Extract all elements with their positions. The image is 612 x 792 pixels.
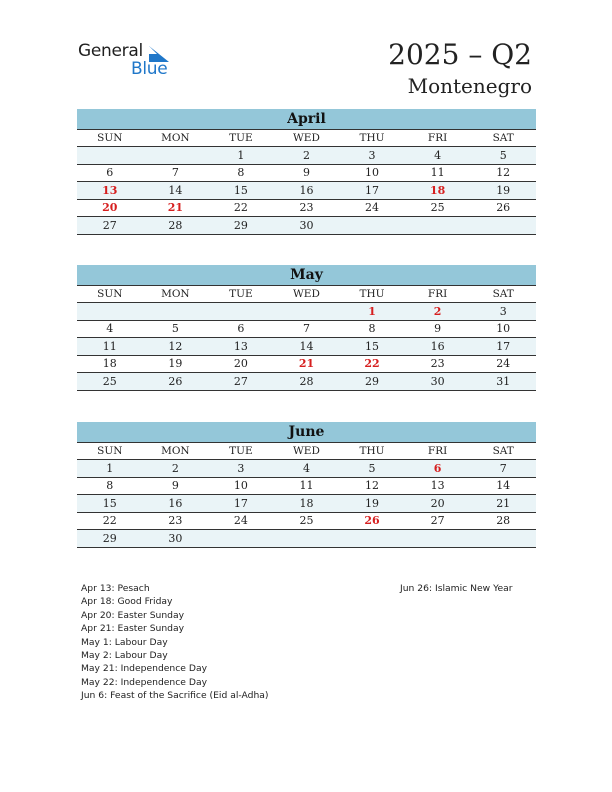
day-cell: 22 [77, 512, 143, 530]
day-cell: 29 [77, 530, 143, 548]
week-row [77, 512, 536, 530]
weekday-label: SAT [470, 286, 536, 303]
holiday-day-cell: 1 [339, 303, 405, 321]
holiday-day-cell: 6 [405, 460, 471, 478]
page-title: 2025 – Q2 [388, 38, 532, 71]
day-cell: 7 [143, 164, 209, 182]
day-cell: 8 [208, 164, 274, 182]
weekday-header-row [77, 286, 536, 303]
holiday-entry: May 1: Labour Day [81, 636, 168, 648]
week-row [77, 164, 536, 182]
day-cell [470, 530, 536, 548]
day-cell [274, 303, 340, 321]
day-cell: 16 [405, 338, 471, 356]
weekday-label: SAT [470, 130, 536, 147]
day-cell: 4 [77, 320, 143, 338]
day-cell [77, 147, 143, 165]
day-cell: 3 [339, 147, 405, 165]
week-row [77, 495, 536, 513]
weekday-label: THU [339, 130, 405, 147]
day-cell: 13 [405, 477, 471, 495]
day-cell: 9 [143, 477, 209, 495]
month-grid [77, 130, 536, 235]
day-cell: 22 [208, 199, 274, 217]
day-cell: 7 [470, 460, 536, 478]
weekday-label: SAT [470, 443, 536, 460]
holiday-day-cell: 21 [274, 355, 340, 373]
day-cell: 19 [143, 355, 209, 373]
month-calendar-june [77, 422, 536, 548]
holiday-entry: Jun 26: Islamic New Year [400, 583, 513, 594]
holiday-day-cell: 26 [339, 512, 405, 530]
day-cell: 10 [208, 477, 274, 495]
day-cell: 1 [77, 460, 143, 478]
day-cell: 15 [77, 495, 143, 513]
day-cell: 6 [77, 164, 143, 182]
week-row [77, 460, 536, 478]
weekday-label: MON [143, 130, 209, 147]
day-cell: 4 [274, 460, 340, 478]
holiday-day-cell: 13 [77, 182, 143, 200]
day-cell: 16 [274, 182, 340, 200]
day-cell: 3 [208, 460, 274, 478]
holiday-day-cell: 21 [143, 199, 209, 217]
day-cell: 25 [77, 373, 143, 391]
day-cell: 30 [405, 373, 471, 391]
week-row [77, 355, 536, 373]
day-cell: 27 [405, 512, 471, 530]
day-cell: 21 [470, 495, 536, 513]
day-cell: 3 [470, 303, 536, 321]
weekday-header-row [77, 130, 536, 147]
week-row [77, 303, 536, 321]
week-row [77, 338, 536, 356]
day-cell: 2 [274, 147, 340, 165]
day-cell: 14 [274, 338, 340, 356]
week-row [77, 199, 536, 217]
day-cell: 4 [405, 147, 471, 165]
holiday-list [81, 582, 269, 703]
day-cell [470, 217, 536, 235]
day-cell: 5 [143, 320, 209, 338]
day-cell: 8 [339, 320, 405, 338]
holiday-entry: Apr 20: Easter Sunday [81, 609, 185, 621]
month-name: April [77, 109, 536, 130]
holiday-entry: May 21: Independence Day [81, 663, 208, 675]
day-cell: 2 [143, 460, 209, 478]
day-cell: 19 [470, 182, 536, 200]
logo-word-general: General [78, 41, 143, 61]
day-cell: 31 [470, 373, 536, 391]
day-cell: 27 [208, 373, 274, 391]
day-cell: 24 [339, 199, 405, 217]
day-cell [405, 530, 471, 548]
day-cell: 10 [339, 164, 405, 182]
weekday-label: TUE [208, 130, 274, 147]
day-cell: 30 [274, 217, 340, 235]
day-cell: 27 [77, 217, 143, 235]
day-cell [339, 530, 405, 548]
day-cell: 15 [339, 338, 405, 356]
day-cell: 5 [470, 147, 536, 165]
day-cell: 15 [208, 182, 274, 200]
day-cell: 24 [470, 355, 536, 373]
day-cell: 9 [274, 164, 340, 182]
month-grid [77, 286, 536, 391]
day-cell: 9 [405, 320, 471, 338]
weekday-label: WED [274, 286, 340, 303]
day-cell: 29 [339, 373, 405, 391]
weekday-label: THU [339, 443, 405, 460]
day-cell: 20 [405, 495, 471, 513]
holiday-entry: Apr 13: Pesach [81, 583, 150, 594]
holiday-entry: Jun 6: Feast of the Sacrifice (Eid al-Adha) [81, 690, 269, 702]
weekday-label: FRI [405, 443, 471, 460]
day-cell: 24 [208, 512, 274, 530]
day-cell [143, 303, 209, 321]
day-cell: 18 [77, 355, 143, 373]
day-cell: 12 [143, 338, 209, 356]
day-cell: 11 [405, 164, 471, 182]
day-cell [208, 303, 274, 321]
day-cell: 6 [208, 320, 274, 338]
day-cell: 14 [143, 182, 209, 200]
day-cell: 25 [274, 512, 340, 530]
day-cell: 23 [274, 199, 340, 217]
week-row [77, 477, 536, 495]
holiday-entry: May 22: Independence Day [81, 676, 208, 688]
day-cell: 29 [208, 217, 274, 235]
week-row [77, 147, 536, 165]
day-cell [208, 530, 274, 548]
day-cell: 19 [339, 495, 405, 513]
day-cell: 17 [208, 495, 274, 513]
holiday-day-cell: 20 [77, 199, 143, 217]
day-cell: 17 [470, 338, 536, 356]
holiday-day-cell: 2 [405, 303, 471, 321]
weekday-label: TUE [208, 443, 274, 460]
holiday-list-secondary [400, 582, 513, 595]
month-grid [77, 443, 536, 548]
holiday-entry: May 2: Labour Day [81, 650, 168, 662]
week-row [77, 182, 536, 200]
weekday-label: FRI [405, 130, 471, 147]
logo-word-blue: Blue [131, 59, 168, 79]
day-cell: 12 [470, 164, 536, 182]
week-row [77, 530, 536, 548]
day-cell [143, 147, 209, 165]
week-row [77, 320, 536, 338]
holiday-entry: Apr 18: Good Friday [81, 596, 173, 608]
holiday-day-cell: 22 [339, 355, 405, 373]
generalblue-logo [78, 41, 178, 81]
holiday-day-cell: 18 [405, 182, 471, 200]
day-cell: 1 [208, 147, 274, 165]
day-cell: 20 [208, 355, 274, 373]
day-cell: 25 [405, 199, 471, 217]
day-cell: 5 [339, 460, 405, 478]
day-cell: 23 [405, 355, 471, 373]
day-cell [77, 303, 143, 321]
day-cell [339, 217, 405, 235]
weekday-label: FRI [405, 286, 471, 303]
day-cell: 11 [274, 477, 340, 495]
day-cell: 13 [208, 338, 274, 356]
day-cell: 12 [339, 477, 405, 495]
weekday-label: SUN [77, 286, 143, 303]
weekday-label: MON [143, 443, 209, 460]
day-cell: 30 [143, 530, 209, 548]
day-cell: 28 [470, 512, 536, 530]
day-cell: 14 [470, 477, 536, 495]
month-name: June [77, 422, 536, 443]
day-cell: 7 [274, 320, 340, 338]
holiday-entry: Apr 21: Easter Sunday [81, 623, 185, 635]
day-cell [405, 217, 471, 235]
month-calendar-may [77, 265, 536, 391]
week-row [77, 373, 536, 391]
weekday-label: SUN [77, 130, 143, 147]
weekday-label: MON [143, 286, 209, 303]
weekday-label: SUN [77, 443, 143, 460]
country-name: Montenegro [407, 74, 532, 98]
month-calendar-april [77, 109, 536, 235]
day-cell: 8 [77, 477, 143, 495]
day-cell: 26 [143, 373, 209, 391]
day-cell: 23 [143, 512, 209, 530]
day-cell: 28 [274, 373, 340, 391]
day-cell [274, 530, 340, 548]
weekday-label: WED [274, 443, 340, 460]
day-cell: 26 [470, 199, 536, 217]
weekday-label: WED [274, 130, 340, 147]
day-cell: 16 [143, 495, 209, 513]
day-cell: 11 [77, 338, 143, 356]
day-cell: 28 [143, 217, 209, 235]
weekday-label: THU [339, 286, 405, 303]
day-cell: 17 [339, 182, 405, 200]
week-row [77, 217, 536, 235]
day-cell: 10 [470, 320, 536, 338]
month-name: May [77, 265, 536, 286]
weekday-header-row [77, 443, 536, 460]
weekday-label: TUE [208, 286, 274, 303]
day-cell: 18 [274, 495, 340, 513]
